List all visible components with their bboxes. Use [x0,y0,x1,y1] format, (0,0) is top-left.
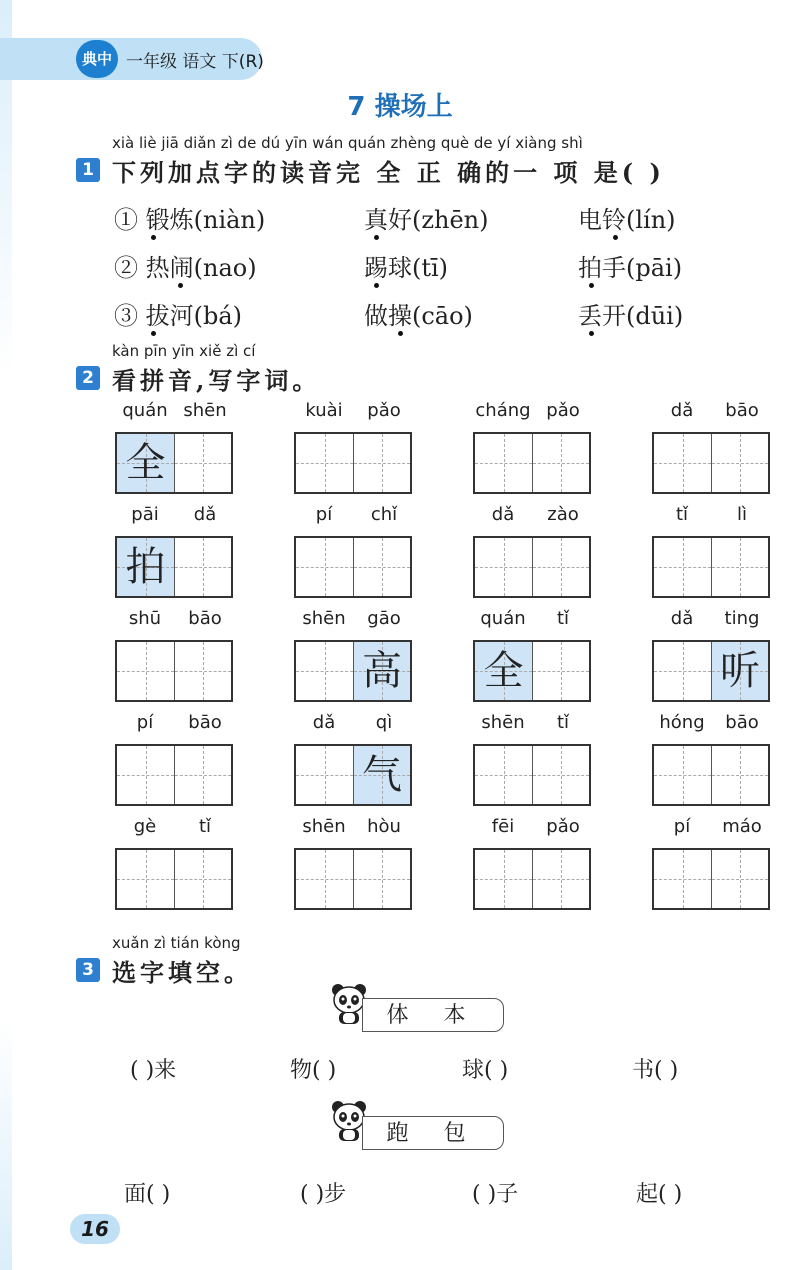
pinyin-label: zào [547,504,579,525]
writing-cell[interactable] [532,538,589,596]
writing-cell[interactable] [654,538,711,596]
writing-cell[interactable] [117,746,174,804]
written-character [475,434,532,492]
q1-option-3a[interactable]: ③ 拔河(bá) [114,302,243,330]
writing-cell[interactable] [711,538,768,596]
pinyin-label: fēi [491,816,515,837]
written-character: 高 [362,648,402,694]
writing-cell[interactable] [353,642,410,700]
q3-text: 选字填空。 [112,958,252,987]
page-edge-strip [0,0,12,1270]
pinyin-label: bāo [725,400,759,421]
written-character [117,642,174,700]
writing-cell[interactable] [296,746,353,804]
written-character [533,538,589,596]
writing-cell[interactable] [475,850,532,908]
writing-cell[interactable] [532,746,589,804]
writing-cell[interactable] [711,746,768,804]
written-character [712,850,768,908]
q3-group1-chars: 体 本 [362,998,504,1032]
pinyin-label: pǎo [367,400,401,421]
writing-cell[interactable] [532,642,589,700]
writing-cell[interactable] [654,850,711,908]
written-character [654,538,711,596]
written-character [475,746,532,804]
q3-group1-item-1[interactable]: ( )来 [130,1058,177,1083]
pinyin-label: pí [673,816,691,837]
pinyin-label: tǐ [675,504,689,525]
writing-cell[interactable] [174,538,231,596]
q1-number: 1 [76,158,100,182]
q1-option-2c[interactable]: 拍手(pāi) [578,254,683,282]
pinyin-label: pí [136,712,154,733]
writing-cell[interactable] [117,434,174,492]
written-character [175,746,231,804]
pinyin-label: cháng [475,400,531,421]
written-character [533,850,589,908]
pinyin-label: lì [736,504,747,525]
tianzige-box [115,432,233,494]
pinyin-label: tǐ [556,712,570,733]
pinyin-label: bāo [188,608,222,629]
pinyin-label: shēn [302,608,346,629]
q2-number: 2 [76,366,100,390]
pinyin-label: shēn [481,712,525,733]
pinyin-label: hóng [659,712,705,733]
q1-option-1a[interactable]: ① 锻炼(niàn) [114,206,266,234]
written-character [712,746,768,804]
writing-cell[interactable] [296,434,353,492]
q3-group2-item-4[interactable]: 起( ) [636,1182,683,1207]
pinyin-label: gè [133,816,157,837]
q3-group1-item-4[interactable]: 书( ) [632,1058,679,1083]
written-character [175,850,231,908]
q1-pinyin: xià liè jiā diǎn zì de dú yīn wán quán zhèng què de yí xiàng shì [112,134,583,152]
emphasis-dot [178,283,183,288]
tianzige-box [294,848,412,910]
writing-cell[interactable] [296,538,353,596]
book-title: 一年级 语文 下(R) [126,52,264,72]
pinyin-label: tǐ [556,608,570,629]
written-character [117,850,174,908]
q1-option-3b[interactable]: 做操(cāo) [364,302,473,330]
emphasis-dot [374,235,379,240]
q2-text: 看拼音,写字词。 [112,366,321,395]
q3-group1-item-3[interactable]: 球( ) [462,1058,509,1083]
writing-cell[interactable] [174,746,231,804]
tianzige-box [652,848,770,910]
pinyin-label: qì [375,712,393,733]
emphasis-dot [151,235,156,240]
written-character [475,850,532,908]
written-character [175,538,231,596]
written-character [296,538,353,596]
tianzige-box [652,432,770,494]
written-character [654,746,711,804]
emphasis-dot [151,331,156,336]
writing-cell[interactable] [475,434,532,492]
pinyin-label: dǎ [312,712,336,733]
pinyin-label: pǎo [546,400,580,421]
tianzige-box [294,640,412,702]
pinyin-label: máo [722,816,762,837]
q1-option-1b[interactable]: 真好(zhēn) [364,206,489,234]
writing-cell[interactable] [711,642,768,700]
pinyin-label: bāo [725,712,759,733]
series-logo: 典中点 [76,40,118,78]
writing-cell[interactable] [654,746,711,804]
q3-group2-item-3[interactable]: ( )子 [472,1182,519,1207]
writing-cell[interactable] [353,850,410,908]
written-character [296,642,353,700]
tianzige-box [294,744,412,806]
written-character [654,642,711,700]
written-character [712,538,768,596]
emphasis-dot [613,235,618,240]
pinyin-label: quán [122,400,168,421]
pinyin-label: shū [128,608,162,629]
tianzige-box [473,744,591,806]
tianzige-box [294,536,412,598]
pinyin-label: quán [480,608,526,629]
q1-option-2a[interactable]: ② 热闹(nao) [114,254,257,282]
pinyin-label: dǎ [491,504,515,525]
tianzige-box [115,848,233,910]
tianzige-box [115,744,233,806]
pinyin-label: chǐ [370,504,398,525]
tianzige-box [652,536,770,598]
written-character [175,642,231,700]
pinyin-label: tǐ [198,816,212,837]
writing-cell[interactable] [117,538,174,596]
written-character [296,850,353,908]
writing-cell[interactable] [174,642,231,700]
written-character: 气 [362,752,402,798]
written-character [296,434,353,492]
written-character [354,850,410,908]
q3-group2-item-1[interactable]: 面( ) [124,1182,171,1207]
q3-number: 3 [76,958,100,982]
tianzige-box [294,432,412,494]
pinyin-label: pāi [131,504,159,525]
writing-cell[interactable] [475,642,532,700]
written-character [354,434,410,492]
writing-cell[interactable] [117,642,174,700]
writing-cell[interactable] [711,850,768,908]
pinyin-label: kuài [305,400,343,421]
tianzige-box [652,640,770,702]
writing-cell[interactable] [353,434,410,492]
q1-option-3c[interactable]: 丢开(dūi) [578,302,684,330]
pinyin-label: dǎ [670,400,694,421]
written-character [533,434,589,492]
writing-cell[interactable] [532,850,589,908]
pinyin-label: pǎo [546,816,580,837]
tianzige-box [652,744,770,806]
written-character: 拍 [125,544,166,590]
tianzige-box [473,536,591,598]
writing-cell[interactable] [475,746,532,804]
emphasis-dot [589,283,594,288]
tianzige-box [115,536,233,598]
emphasis-dot [374,283,379,288]
q1-option-1c[interactable]: 电铃(lín) [578,206,676,234]
writing-cell[interactable] [117,850,174,908]
writing-cell[interactable] [475,538,532,596]
q1-text: 下列加点字的读音完 全 正 确的一 项 是( ) [112,158,665,187]
pinyin-label: pí [315,504,333,525]
writing-cell[interactable] [711,434,768,492]
writing-cell[interactable] [296,642,353,700]
written-character [654,434,711,492]
q3-group2-item-2[interactable]: ( )步 [300,1182,347,1207]
q3-pinyin: xuǎn zì tián kòng [112,934,241,952]
writing-cell[interactable] [353,746,410,804]
pinyin-label: shēn [183,400,227,421]
q2-pinyin: kàn pīn yīn xiě zì cí [112,342,256,360]
written-character [712,434,768,492]
pinyin-label: ting [724,608,760,629]
pinyin-label: dǎ [193,504,217,525]
written-character [296,746,353,804]
written-character [354,538,410,596]
q3-group2-chars: 跑 包 [362,1116,504,1150]
written-character [175,434,231,492]
written-character [533,642,589,700]
writing-cell[interactable] [174,850,231,908]
tianzige-box [115,640,233,702]
tianzige-box [473,848,591,910]
pinyin-label: gāo [367,608,401,629]
lesson-title: 7 操场上 [347,92,453,122]
pinyin-label: shēn [302,816,346,837]
emphasis-dot [398,331,403,336]
q1-option-2b[interactable]: 踢球(tī) [364,254,449,282]
writing-cell[interactable] [654,642,711,700]
pinyin-label: hòu [367,816,401,837]
written-character: 听 [720,648,760,694]
written-character: 全 [125,440,166,486]
written-character [475,538,532,596]
written-character [117,746,174,804]
writing-cell[interactable] [353,538,410,596]
tianzige-box [473,640,591,702]
tianzige-box [473,432,591,494]
pinyin-label: bāo [188,712,222,733]
page-number: 16 [70,1214,120,1244]
written-character: 全 [483,648,524,694]
writing-cell[interactable] [654,434,711,492]
written-character [533,746,589,804]
emphasis-dot [589,331,594,336]
writing-cell[interactable] [532,434,589,492]
q3-group1-item-2[interactable]: 物( ) [290,1058,337,1083]
writing-cell[interactable] [174,434,231,492]
pinyin-label: dǎ [670,608,694,629]
written-character [654,850,711,908]
writing-cell[interactable] [296,850,353,908]
